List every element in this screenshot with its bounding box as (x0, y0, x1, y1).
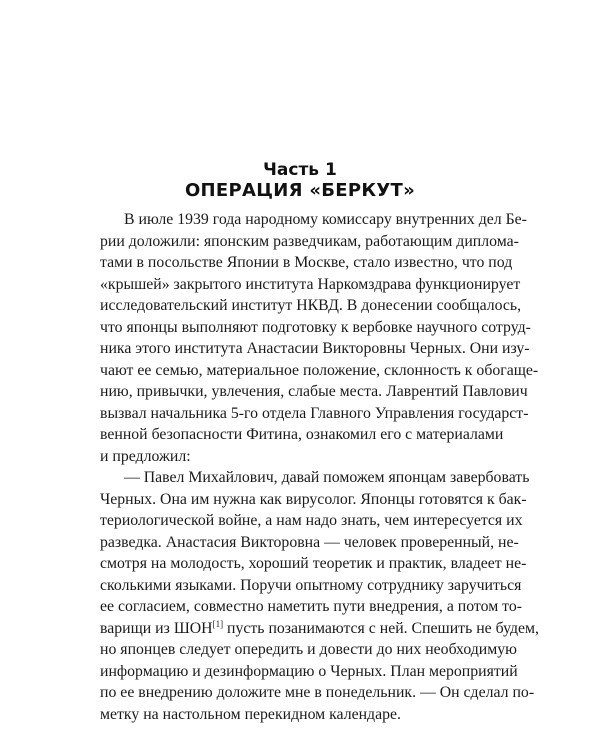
text-line: нию, привычки, увлечения, слабые места. Лаврентий Павлович (100, 383, 528, 400)
text-line: информацию и дезинформацию о Черных. План мероприятий (100, 662, 518, 680)
text-line: метку на настольном перекидном календаре. (100, 705, 401, 723)
text-line: В июле 1939 года народному комиссару внутренних дел Бе- (124, 211, 527, 228)
text-line-segment: варищи из ШОН (100, 619, 213, 637)
text-line-segment: пусть позанимаются с ней. Спешить не будем, (223, 619, 539, 637)
chapter-title: ОПЕРАЦИЯ «БЕРКУТ» (184, 180, 416, 201)
text-line: вызвал начальника 5-го отдела Главного Управления государст- (100, 404, 529, 422)
footnote-reference[interactable]: [1] (212, 618, 224, 629)
text-line: венной безопасности Фитина, ознакомил его с материалами (100, 426, 504, 443)
body-text (100, 209, 539, 725)
text-line: сколькими языками. Поручи опытному сотруднику заручиться (100, 576, 522, 594)
text-line: ее согласием, совместно наметить пути внедрения, а потом то- (100, 598, 523, 615)
text-line: разведка. Анастасия Викторовна — человек проверенный, не- (100, 533, 519, 551)
text-line: по ее внедрению доложите мне в понедельник. — Он сделал по- (100, 684, 535, 701)
text-line: смотря на молодость, хороший теоретик и практик, владеет не- (100, 555, 527, 572)
text-line: исследовательский институт НКВД. В донесении сообщалось, (100, 297, 522, 314)
text-line: ника этого института Анастасии Викторовны Черных. Они изу- (100, 340, 530, 357)
text-line: Черных. Она им нужна как вирусолог. Японцы готовятся к бак- (100, 490, 527, 508)
text-line: тами в посольстве Японии в Москве, стало известно, что под (100, 254, 513, 271)
text-line: рии доложили: японским разведчикам, работающим диплома- (100, 232, 519, 250)
text-line: но японцев следует опередить и довести до них необходимую (100, 641, 517, 658)
text-line: и предложил: (100, 447, 191, 465)
text-line: «крышей» закрытого института Наркомздрава функционирует (100, 275, 521, 293)
text-line: териологической войне, а нам надо знать, чем интересуется их (100, 512, 523, 529)
text-line: — Павел Михайлович, давай поможем японцам завербовать (124, 469, 530, 486)
text-line: чают ее семью, материальное положение, склонность к обогаще- (100, 361, 539, 379)
part-label: Часть 1 (263, 160, 337, 180)
text-line (100, 618, 539, 640)
text-line: что японцы выполняют подготовку к вербовке научного сотруд- (100, 318, 531, 336)
